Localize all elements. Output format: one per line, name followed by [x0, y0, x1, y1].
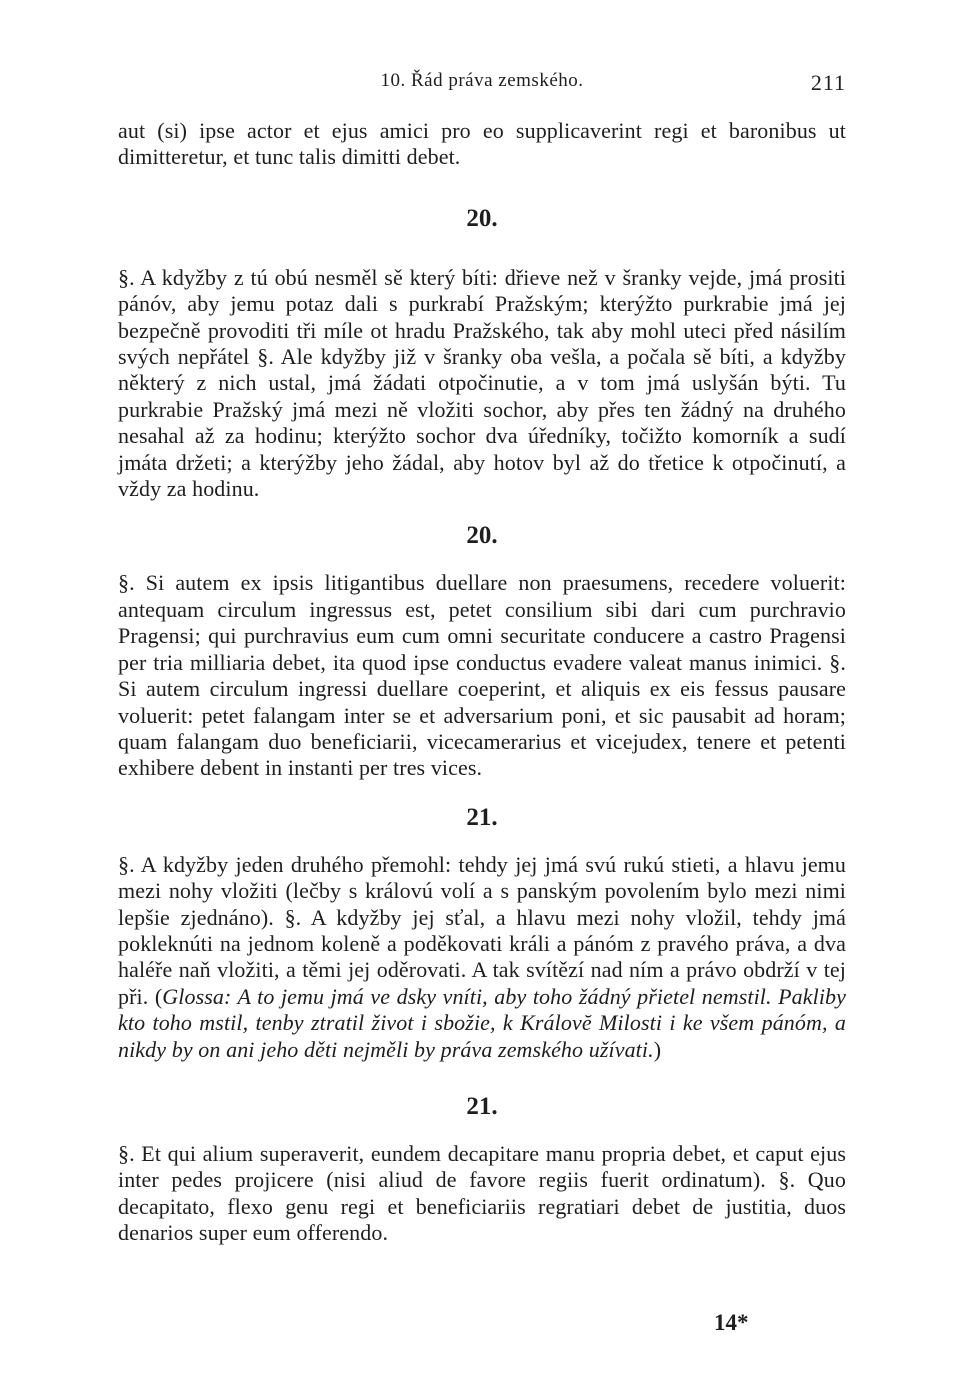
- section-21-latin-text: §. Et qui alium superaverit, eundem decapitare manu propria debet, et caput ejus inter pedes projicere (nisi aliud de favore regiis fuerit ordinatum). §. Quo decapitato, flexo genu regi et beneficiariis regratiari debet de justitia, duos denarios super eum offerendo.: [118, 1140, 846, 1246]
- running-head-title: 10. Řád práva zemského.: [380, 70, 584, 91]
- section-21-gloss: Glossa: A to jemu jmá ve dsky vníti, aby toho žádný přietel nemstil. Pakliby kto toho mstil, tenby ztratil život i sbožie, k Královĕ Milosti i ke všem pánóm, a nikdy by on ani jeho děti nejměli by práva zemského užívati.: [118, 983, 846, 1062]
- section-heading-21-czech: 21.: [466, 803, 498, 831]
- section-heading-21-latin: 21.: [466, 1092, 498, 1120]
- signature-mark: 14*: [714, 1310, 749, 1335]
- section-heading-20-czech: 20.: [466, 204, 498, 232]
- page-number: 211: [810, 70, 846, 95]
- intro-paragraph: aut (si) ipse actor et ejus amici pro eo supplicaverint regi et baronibus ut dimitteretur, et tunc talis dimitti debet.: [118, 118, 846, 170]
- running-head: [118, 60, 846, 98]
- page-body: [118, 60, 846, 1247]
- section-heading-20-latin: 20.: [466, 522, 498, 550]
- section-21-czech-main: §. A kdyžby jeden druhého přemohl: tehdy jej jmá svú rukú stieti, a hlavu jemu mezi nohy vložiti (lečby s královú volí a s panským povolením bylo mezi nimi lepšie zjednáno). §. A kdyžby jej sťal, a hlavu mezi nohy vložil, tehdy jmá pokleknúti na jednom koleně a poděkovati králi a pánóm z pravého práva, a dva haléře naň vložiti, a těmi jej oděrovati. A tak svítězí nad ním a právo obdrží v tej při. (: [118, 851, 846, 1009]
- section-20-latin-text: §. Si autem ex ipsis litigantibus duellare non praesumens, recedere voluerit: antequam circulum ingressus est, petet consilium sibi dari cum purchravio Pragensi; qui purchravius eum cum omni securitate conducere a castro Pragensi per tria milliaria debet, ita quod ipse conductus evadere valeat manus inimici. §. Si autem circulum ingressi duellare coeperint, et aliquis ex eis fessus pausare voluerit: petet falangam inter se et adversarium poni, et sic pausabit ad horam; quam falangam duo beneficiarii, vicecamerarius et vicejudex, tenere et petenti exhibere debent in instanti per tres vices.: [118, 570, 846, 781]
- section-20-czech-text: §. A kdyžby z tú obú nesměl sě který bíti: dřieve než v šranky vejde, jmá prositi pánóv, aby jemu potaz dali s purkrabí Pražským; kterýžto purkrabie jmá jej bezpečně provoditi tři míle ot hradu Pražského, tak aby mohl uteci před násilím svých nepřátel §. Ale kdyžby již v šranky oba vešla, a počala sě bíti, a kdyžby některý z nich ustal, jmá žádati otpočinutie, a v tom jmá uslyšán býti. Tu purkrabie Pražský jmá mezi ně vložiti sochor, aby přes ten žádný na druhého nesahal až za hodinu; kterýžto sochor dva úředníky, točižto komorník a sudí jmáta držeti; a kterýžby jeho žádal, aby hotov byl až do třetice k otpočinutí, a vždy za hodinu.: [118, 264, 846, 502]
- section-21-gloss-close: ): [653, 1036, 662, 1062]
- section-21-czech-text: [118, 852, 846, 1063]
